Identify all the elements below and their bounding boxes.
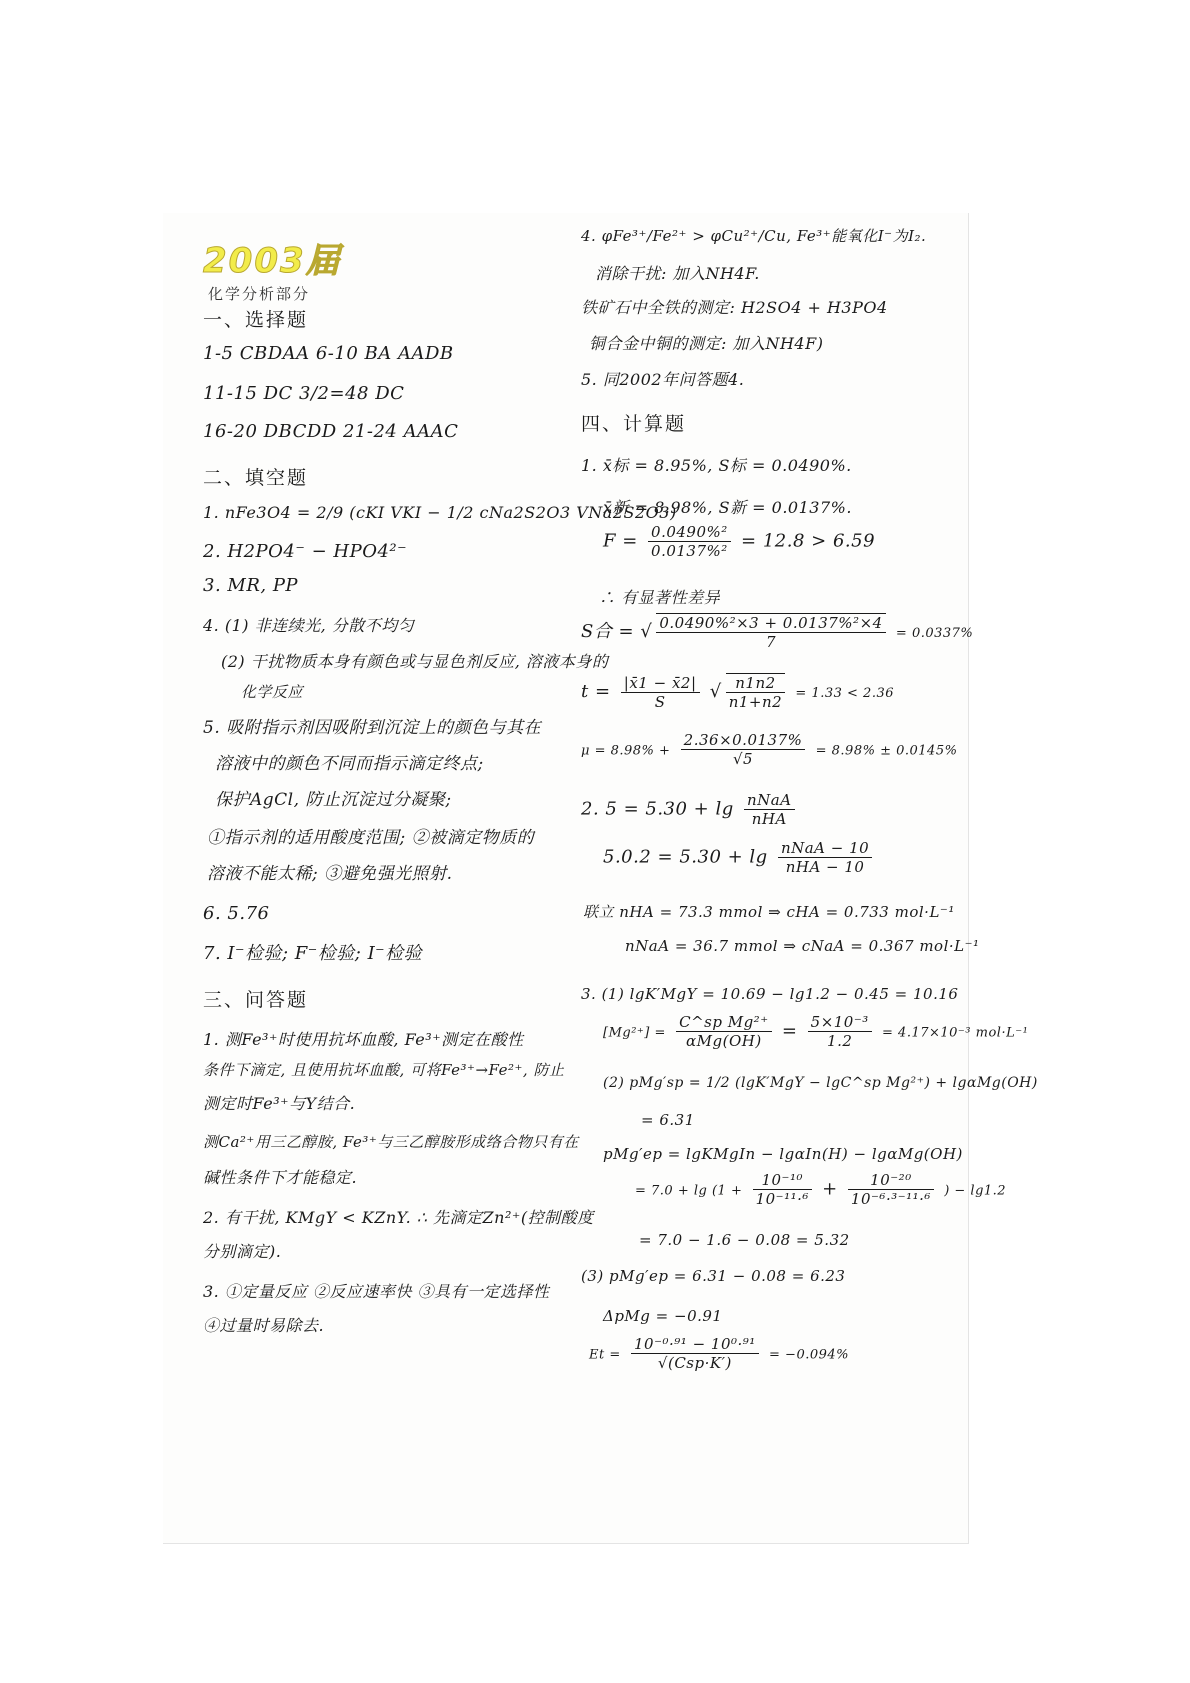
answer-line: ①指示剂的适用酸度范围; ②被滴定物质的 [207,828,535,848]
answer-line: (2) 干扰物质本身有颜色或与显色剂反应, 溶液本身的 [221,652,609,671]
section-heading: 二、填空题 [203,467,309,489]
numerator: 5×10⁻³ [808,1013,872,1032]
denominator: 10⁻¹¹·⁶ [755,1190,809,1208]
buffer-formula-2 [603,839,876,876]
answer-line: 1. nFe3O4 = 2/9 (cKI VKI − 1/2 cNa2S2O3 VNa2S2O3) [203,503,677,522]
calc-line: 联立 nHA = 73.3 mmol ⇒ cHA = 0.733 mol·L⁻¹ [583,903,955,921]
answer-line: 测Ca²⁺用三乙醇胺, Fe³⁺与三乙醇胺形成络合物只有在 [203,1133,579,1151]
calc-line: pMg′ep = lgKMgIn − lgαIn(H) − lgαMg(OH) [603,1145,963,1163]
denominator: √5 [732,750,754,768]
answer-line: 5. 吸附指示剂因吸附到沉淀上的颜色与其在 [203,718,542,738]
formula-text: μ = 8.98% + [581,743,671,759]
answer-line: 分别滴定). [203,1242,282,1261]
fraction [631,1335,759,1372]
numerator: 10⁻¹⁰ [753,1171,812,1190]
calc-line: 3. (1) lgK′MgY = 10.69 − lg1.2 − 0.45 = 10.16 [581,985,959,1003]
answer-line: 3. MR, PP [203,575,299,596]
denominator: 10⁻⁶·³⁻¹¹·⁶ [850,1190,931,1208]
answer-line: 16-20 DBCDD 21-24 AAAC [203,421,459,442]
document-subtitle: 化学分析部分 [208,285,311,303]
numerator: 0.0490%²×3 + 0.0137%²×4 [656,613,885,633]
formula-text: [Mg²⁺] = [603,1025,666,1041]
answer-line: 2. H2PO4⁻ − HPO4²⁻ [203,541,408,562]
calc-line: 1. x̄标 = 8.95%, S标 = 0.0490%. [581,456,852,475]
t-test-formula: t = $\frac{|x̄1 - x̄2|}{S}$ √ $\frac{n1n2}{n1+n2}$ = 1.33 < 2.36 [581,673,894,711]
formula-text: = 7.0 + lg (1 + [635,1183,743,1199]
answer-line: 化学反应 [241,683,304,701]
denominator: n1+n2 [728,693,783,711]
ph-calculation: = 7.0 + lg (1 + $\frac{\text{10⁻¹⁰}}{\text{10⁻¹¹·⁶}}$ + $\frac{\text{10⁻²⁰}}{\text{10⁻⁶·³⁻¹¹·⁶}}$ ) − lg1.2 [635,1171,1007,1208]
formula-text: Et = [589,1347,621,1363]
numerator: C^sp Mg²⁺ [676,1013,772,1032]
fraction [621,674,700,711]
formula-text: 2. 5 = 5.30 + lg [581,798,734,820]
formula-text: = −0.094% [769,1347,850,1363]
buffer-formula-1 [581,791,799,828]
formula-text: F = [603,530,638,552]
fraction [656,613,885,651]
answer-line: 保护AgCl, 防止沉淀过分凝聚; [215,790,452,810]
document-title: 2003届 [203,241,342,281]
calc-line: ∴ 有显著性差异 [599,588,721,607]
section-heading: 四、计算题 [581,413,687,435]
formula-text: = 4.17×10⁻³ mol·L⁻¹ [882,1025,1029,1041]
section-heading: 三、问答题 [203,989,309,1011]
numerator: |x̄1 − x̄2| [621,674,700,693]
answer-line: 消除干扰: 加入NH4F. [595,264,760,283]
fraction [648,523,731,560]
formula-text: t = [581,681,611,702]
denominator: 0.0137%² [651,542,728,560]
denominator: S [654,692,666,711]
fraction [848,1171,934,1208]
answer-line: 测定时Fe³⁺与Y结合. [203,1094,356,1113]
formula-text: ) − lg1.2 [944,1183,1007,1199]
answer-line: 7. I⁻检验; F⁻检验; I⁻检验 [203,943,423,964]
fraction [808,1013,872,1050]
answer-line: 4. (1) 非连续光, 分散不均匀 [203,616,415,635]
formula-text: = 8.98% ± 0.0145% [815,743,958,759]
denominator: αMg(OH) [686,1032,762,1050]
answer-line: 溶液不能太稀; ③避免强光照射. [207,864,453,884]
calc-line: (3) pMg′ep = 6.31 − 0.08 = 6.23 [581,1267,846,1285]
fraction [744,791,795,828]
answer-line: 11-15 DC 3/2=48 DC [203,383,405,404]
answer-line: 5. 同2002年问答题4. [581,370,745,389]
confidence-interval [581,731,957,768]
denominator: nHA − 10 [785,858,865,876]
answer-line: ④过量时易除去. [203,1316,325,1335]
numerator: 10⁻²⁰ [848,1171,934,1190]
denominator: √(Csp·K′) [657,1354,732,1372]
formula-text: = 12.8 > 6.59 [741,530,876,552]
f-test-formula [603,523,875,560]
formula-text: 5.0.2 = 5.30 + lg [603,846,768,868]
formula-text: = 0.0337% [895,626,974,641]
denominator: nHA [751,810,787,828]
numerator: nNaA [744,791,795,810]
calc-line: (2) pMg′sp = 1/2 (lgK′MgY − lgC^sp Mg²⁺) + lgαMg(OH) [603,1075,1038,1091]
denominator: 1.2 [827,1032,853,1050]
fraction [778,839,872,876]
answer-line: 6. 5.76 [203,903,270,924]
numerator: n1n2 [726,673,785,693]
calc-line: = 6.31 [641,1111,695,1129]
numerator: 2.36×0.0137% [681,731,806,750]
answer-line: 2. 有干扰, KMgY < KZnY. ∴ 先滴定Zn²⁺(控制酸度 [203,1208,594,1227]
answer-line: 3. ①定量反应 ②反应速率快 ③具有一定选择性 [203,1282,550,1301]
answer-line: 1-5 CBDAA 6-10 BA AADB [203,343,454,364]
pooled-sd-formula: S合 = √ $\frac{\text{0.0490\%²×3 + 0.0137\%²×4}}{7}$ = 0.0337% [581,614,974,651]
answer-line: 铁矿石中全铁的测定: H2SO4 + H3PO4 [581,298,888,317]
numerator: nNaA − 10 [778,839,872,858]
numerator: 0.0490%² [648,523,731,542]
mg-concentration: [Mg²⁺] = $\frac{\text{C\textasciicircum{}sp Mg²⁺}}{\text{αMg(OH)}}$ = $\frac{\text{5×10⁻³}}{1.2}$ = 4.17×10⁻³ mol·L⁻¹ [603,1013,1029,1050]
fraction [676,1013,772,1050]
formula-text: = 1.33 < 2.36 [795,686,894,701]
answer-line: 4. φFe³⁺/Fe²⁺ > φCu²⁺/Cu, Fe³⁺能氧化I⁻为I₂. [581,227,927,245]
answer-line: 条件下滴定, 且使用抗坏血酸, 可将Fe³⁺→Fe²⁺, 防止 [203,1061,565,1079]
calc-line: nNaA = 36.7 mmol ⇒ cNaA = 0.367 mol·L⁻¹ [625,937,980,955]
answer-sheet [163,213,1038,1544]
denominator: 7 [765,633,777,651]
titration-error [589,1335,849,1372]
numerator: 10⁻⁰·⁹¹ − 10⁰·⁹¹ [631,1335,759,1354]
calc-line: ΔpMg = −0.91 [603,1307,723,1325]
answer-line: 铜合金中铜的测定: 加入NH4F) [589,334,824,353]
answer-line: 碱性条件下才能稳定. [203,1168,358,1187]
answer-line: 溶液中的颜色不同而指示滴定终点; [215,754,484,774]
calc-line: x̄新 = 8.98%, S新 = 0.0137%. [603,498,852,517]
section-heading: 一、选择题 [203,309,309,331]
fraction [726,673,785,711]
answer-line: 1. 测Fe³⁺时使用抗坏血酸, Fe³⁺测定在酸性 [203,1030,524,1049]
fraction [753,1171,812,1208]
calc-line: = 7.0 − 1.6 − 0.08 = 5.32 [639,1231,850,1249]
formula-text: S合 = [581,621,635,642]
fraction [681,731,806,768]
